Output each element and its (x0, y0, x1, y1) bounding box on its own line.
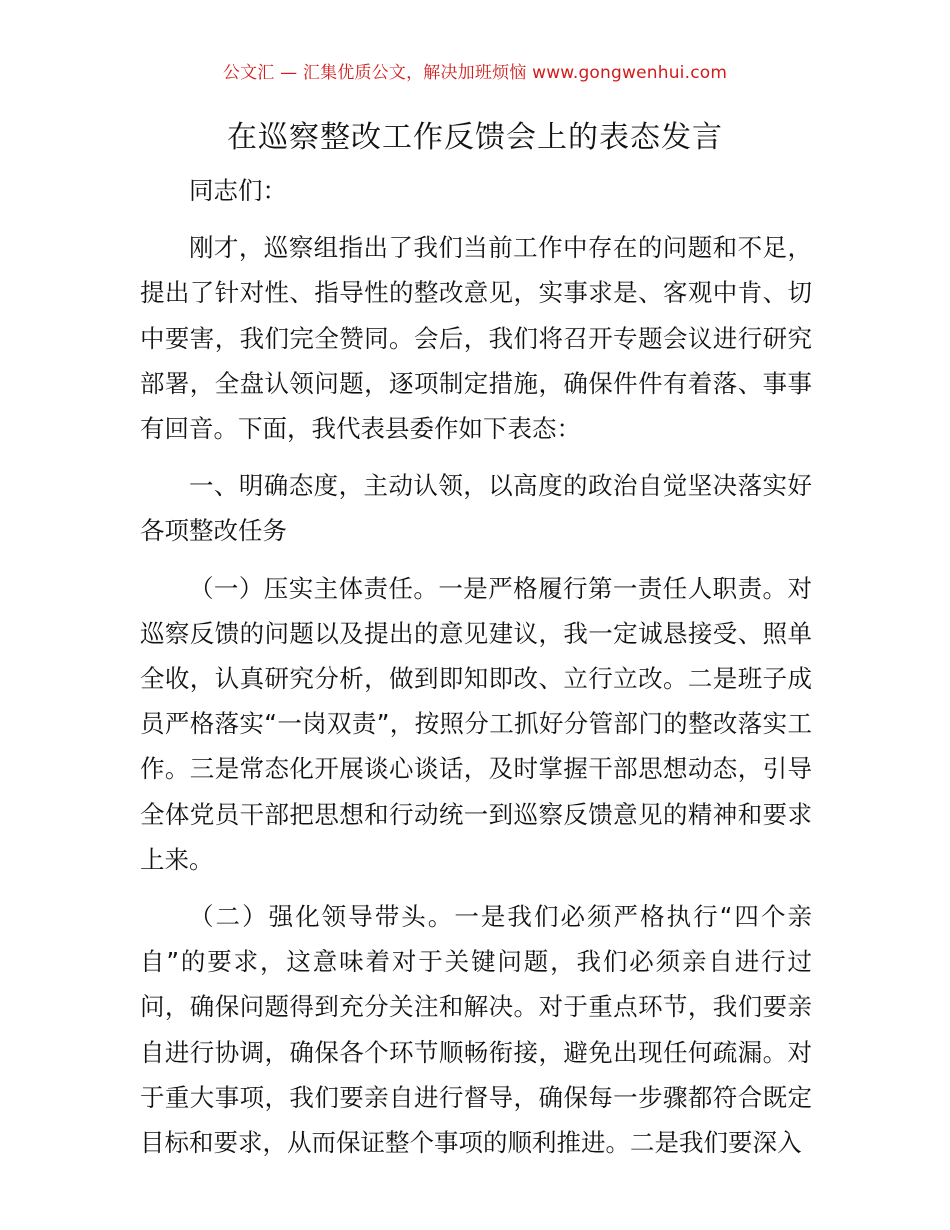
paragraph-intro: 刚才，巡察组指出了我们当前工作中存在的问题和不足，提出了针对性、指导性的整改意见，实事求是、客观中肯、切中要害，我们完全赞同。会后，我们将召开专题会议进行研究部署，全盘认领问题，逐项制定措施，确保件件有着落、事事有回音。下面，我代表县委作如下表态： (140, 233, 812, 444)
document-body (140, 168, 812, 1177)
salutation: 同志们： (189, 176, 287, 205)
paragraph-subsection-2: （二）强化领导带头。一是我们必须严格执行“四个亲自”的要求，这意味着对于关键问题，我们必须亲自进行过问，确保问题得到充分关注和解决。对于重点环节，我们要亲自进行协调，确保各个环节顺畅衔接，避免出现任何疏漏。对于重大事项，我们要亲自进行督导，确保每一步骤都符合既定目标和要求，从而保证整个事项的顺利推进。二是我们要深入 (140, 902, 812, 1158)
section-heading-1: 一、明确态度，主动认领，以高度的政治自觉坚决落实好各项整改任务 (140, 471, 812, 546)
site-banner: 公文汇 — 汇集优质公文，解决加班烦恼 www.gongwenhui.com (222, 63, 728, 83)
paragraph-subsection-1: （一）压实主体责任。一是严格履行第一责任人职责。对巡察反馈的问题以及提出的意见建议，我一定诚恳接受、照单全收，认真研究分析，做到即知即改、立行立改。二是班子成员严格落实“一岗双责”，按照分工抓好分管部门的整改落实工作。三是常态化开展谈心谈话，及时掌握干部思想动态，引导全体党员干部把思想和行动统一到巡察反馈意见的精神和要求上来。 (140, 573, 812, 874)
document-title: 在巡察整改工作反馈会上的表态发言 (227, 120, 723, 155)
